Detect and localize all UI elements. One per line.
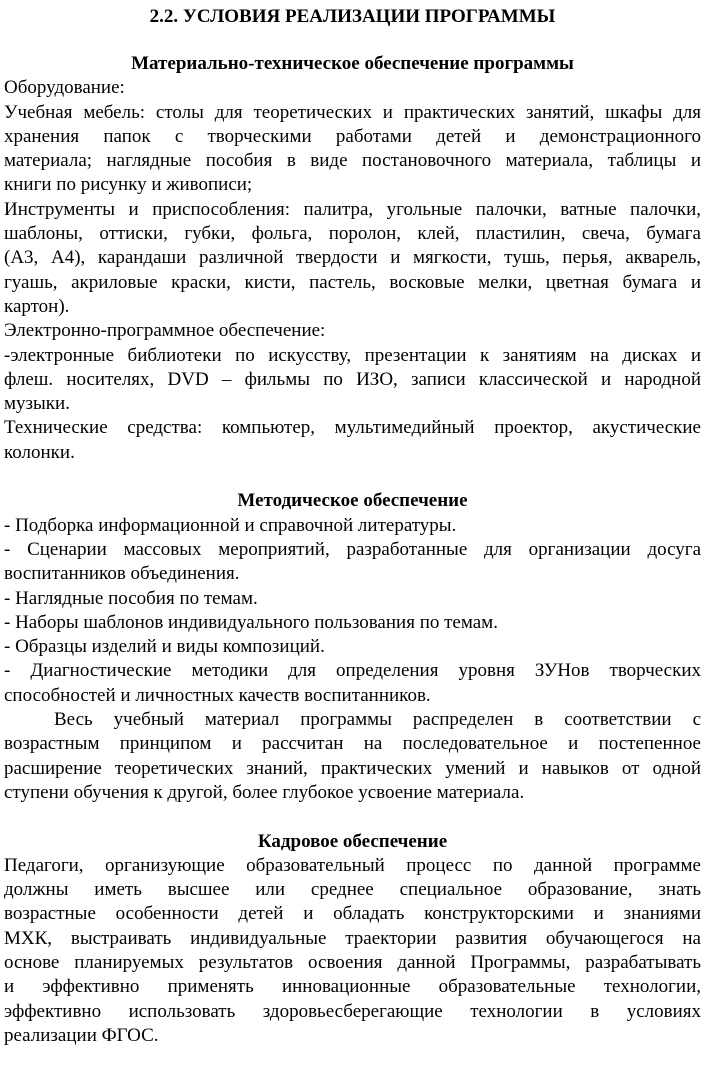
text-line: воспитанников объединения.: [4, 563, 240, 585]
text-line: МХК, выстраивать индивидуальные траектории развития обучающегося на: [4, 927, 701, 949]
text-line: должны иметь высшее или среднее специальное образование, знать: [4, 879, 701, 901]
text-line: -электронные библиотеки по искусству, презентации к занятиям на дисках и: [4, 344, 701, 366]
text-line: ступени обучения к другой, более глубокое усвоение материала.: [4, 781, 525, 803]
section-material: [4, 76, 701, 465]
section-heading-staff: Кадровое обеспечение: [257, 830, 448, 852]
text-line: - Сценарии массовых мероприятий, разработанные для организации досуга: [4, 538, 701, 560]
section-staff: [4, 854, 701, 1048]
text-line: способностей и личностных качеств воспитанников.: [4, 684, 431, 706]
page-title: 2.2. УСЛОВИЯ РЕАЛИЗАЦИИ ПРОГРАММЫ: [149, 6, 556, 27]
text-line: и эффективно применять инновационные образовательные технологии,: [4, 976, 701, 998]
section-heading-methodical: Методическое обеспечение: [237, 490, 468, 512]
text-line: расширение теоретических знаний, практических умений и навыков от одной: [4, 757, 701, 779]
text-line: Учебная мебель: столы для теоретических и практических занятий, шкафы для: [4, 101, 701, 123]
text-line: реализации ФГОС.: [4, 1024, 159, 1046]
text-line: музыки.: [4, 393, 70, 415]
document-page: [4, 5, 701, 1048]
spacer: [4, 465, 701, 489]
text-line: - Подборка информационной и справочной литературы.: [4, 514, 457, 536]
text-line: возрастные особенности детей и обладать конструкторскими и знаниями: [4, 903, 701, 925]
text-line: возрастным принципом и рассчитан на последовательное и постепенное: [4, 733, 701, 755]
text-line: эффективно использовать здоровьесберегающие технологии в условиях: [4, 1000, 701, 1022]
text-line: Инструменты и приспособления: палитра, угольные палочки, ватные палочки,: [4, 198, 701, 220]
section-methodical: [4, 514, 701, 806]
text-line: Технические средства: компьютер, мультимедийный проектор, акустические: [4, 417, 701, 439]
section-heading-material: Материально-техническое обеспечение программы: [131, 53, 574, 74]
spacer: [4, 31, 701, 52]
text-line: основе планируемых результатов освоения данной Программы, разрабатывать: [4, 951, 701, 973]
text-line: Оборудование:: [4, 77, 125, 99]
spacer: [4, 805, 701, 829]
text-line: шаблоны, оттиски, губки, фольга, поролон, клей, пластилин, свеча, бумага: [4, 223, 701, 245]
text-line: картон).: [4, 295, 70, 317]
text-line: книги по рисунку и живописи;: [4, 174, 253, 196]
text-line: материала; наглядные пособия в виде постановочного материала, таблицы и: [4, 150, 701, 172]
text-line: колонки.: [4, 441, 75, 463]
text-line: (А3, А4), карандаши различной твердости и мягкости, тушь, перья, акварель,: [4, 247, 701, 269]
text-line: Электронно-программное обеспечение:: [4, 320, 326, 342]
text-line: флеш. носителях, DVD – фильмы по ИЗО, записи классической и народной: [4, 368, 701, 390]
text-line: - Наглядные пособия по темам.: [4, 587, 258, 609]
text-line: - Наборы шаблонов индивидуального пользования по темам.: [4, 611, 498, 633]
text-line: Весь учебный материал программы распределен в соответствии с: [54, 709, 701, 731]
text-line: - Образцы изделий и виды композиций.: [4, 636, 325, 658]
text-line: Педагоги, организующие образовательный процесс по данной программе: [4, 854, 701, 876]
text-line: хранения папок с творческими работами детей и демонстрационного: [4, 125, 701, 147]
text-line: гуашь, акриловые краски, кисти, пастель, восковые мелки, цветная бумага и: [4, 271, 701, 293]
text-line: - Диагностические методики для определения уровня ЗУНов творческих: [4, 660, 701, 682]
